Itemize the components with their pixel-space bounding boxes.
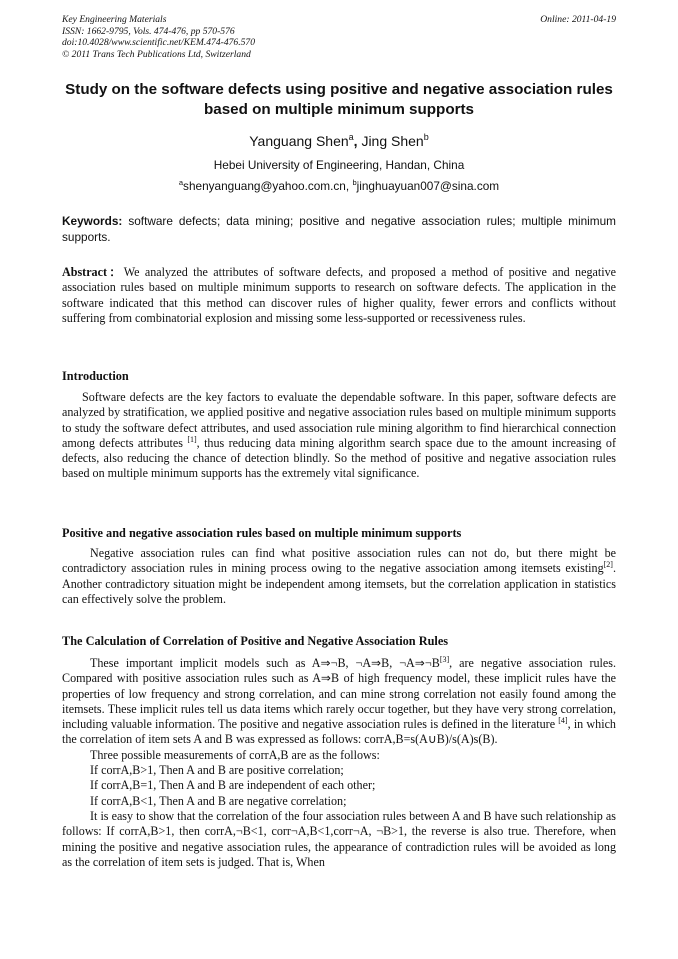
paragraph-text: , thus reducing data mining algorithm search space due to the amount increasing of defects, also reducing the chance of detection blindly. So the method of positive and negative association rules based on multiple minimum supports has the extremely vital significance. — [62, 435, 617, 481]
paragraph-text: . Another contradictory situation might be independent among itemsets, but the correlation application in statistics can effectively solve the problem. — [62, 561, 616, 606]
email-address: jinghuayuan007@sina.com — [356, 179, 500, 193]
email-sup: a — [178, 178, 184, 187]
section-heading-correlation: The Calculation of Correlation of Positive and Negative Association Rules — [62, 634, 449, 648]
paragraph-text: It is easy to show that the correlation of the four association rules between A and B have such relationship as follows: If corrA,B>1, then corrA,¬B<1, corr¬A,B<1,corr¬A, ¬B>1, the reverse is also true. Therefore, when mining the positive and negative association rules, the appearance of contradiction rules will be avoided as long as the correlation of item sets is judged. That is, When — [62, 808, 616, 869]
keywords — [62, 213, 616, 245]
author-sup: b — [423, 132, 429, 142]
paper-title: Study on the software defects using positive and negative association rules based on multiple minimum supports — [65, 81, 613, 118]
abstract-label: Abstract： — [62, 265, 124, 279]
email-sup: b — [352, 178, 357, 187]
paragraph-text: , are negative association rules. Compared with positive association rules such as A⇒B of high frequency model, these implicit rules have the properties of low frequency and strong correlation, and can mine strong correlation not easily found among the itemsets. These implicit rules tell us data items which rarely occur together, but they have very strong correlation, including valuable information. The positive and negative association rules is defined in the literature — [62, 656, 616, 732]
keywords-label: Keywords: — [62, 214, 123, 228]
introduction-body — [62, 390, 616, 482]
section-body-positive-negative — [62, 546, 616, 607]
measurement-intro: Three possible measurements of corrA,B are as the follows: — [90, 747, 380, 762]
measurement-case: If corrA,B>1, Then A and B are positive correlation; — [90, 763, 344, 778]
citation: [2] — [603, 560, 613, 570]
abstract — [62, 265, 616, 326]
citation: [4] — [558, 716, 568, 726]
email-address: shenyanguang@yahoo.com.cn — [183, 179, 346, 193]
email-line — [62, 179, 616, 194]
section-heading-positive-negative: Positive and negative association rules based on multiple minimum supports — [62, 526, 462, 540]
author-separator: , — [353, 133, 362, 149]
section-body-correlation — [62, 656, 616, 870]
measurement-case: If corrA,B<1, Then A and B are negative correlation; — [90, 793, 347, 808]
email-separator: , — [345, 179, 353, 193]
citation: [3] — [439, 655, 450, 664]
citation: [1] — [187, 434, 197, 444]
author-name: Yanguang Shen — [249, 133, 349, 149]
paragraph-text: These important implicit models such as A⇒¬B, ¬A⇒B, ¬A⇒¬B — [90, 656, 440, 670]
paragraph-text: Negative association rules can find what positive association rules can not do, but there might be contradictory association rules in mining process owing to the negative association among itemsets existing — [62, 546, 616, 576]
online-date: Online: 2011-04-19 — [540, 14, 616, 25]
abstract-text: We analyzed the attributes of software defects, and proposed a method of positive and negative association rules based on multiple minimum supports to research on software defects. The application in the software indicated that this method can discover rules of higher quality, fewer errors and conflicts without suffering from combinatorial explosion and missing some less-supported or recessiveness rules. — [62, 265, 616, 325]
measurement-case: If corrA,B=1, Then A and B are independent of each other; — [90, 778, 376, 793]
section-heading-introduction: Introduction — [62, 369, 129, 383]
paragraph-text: Software defects are the key factors to evaluate the dependable software. In this paper, software defects are analyzed by stratification, we applied positive and negative association rules based on multiple minimum supports to study the software defect attributes, and used association rule mining algorithm to find hierarchical connection among defects attributes — [62, 390, 616, 450]
journal-header — [62, 14, 616, 60]
author-name: Jing Shen — [361, 133, 424, 149]
doi-line: doi:10.4028/www.scientific.net/KEM.474-476.570 — [62, 37, 256, 49]
copyright-line: © 2011 Trans Tech Publications Ltd, Switzerland — [62, 48, 251, 60]
keywords-text: software defects; data mining; positive and negative association rules; multiple minimum supports. — [62, 214, 616, 244]
paragraph-text: , in which the correlation of item sets A and B was expressed as follows: corrA,B=s(A∪B)/s(A)s(B). — [62, 717, 616, 747]
issn-line: ISSN: 1662-9795, Vols. 474-476, pp 570-576 — [62, 25, 235, 37]
journal-name: Key Engineering Materials — [62, 14, 167, 25]
author-list — [62, 132, 616, 150]
author-sup: a — [348, 132, 354, 142]
affiliation: Hebei University of Engineering, Handan, China — [213, 158, 465, 172]
